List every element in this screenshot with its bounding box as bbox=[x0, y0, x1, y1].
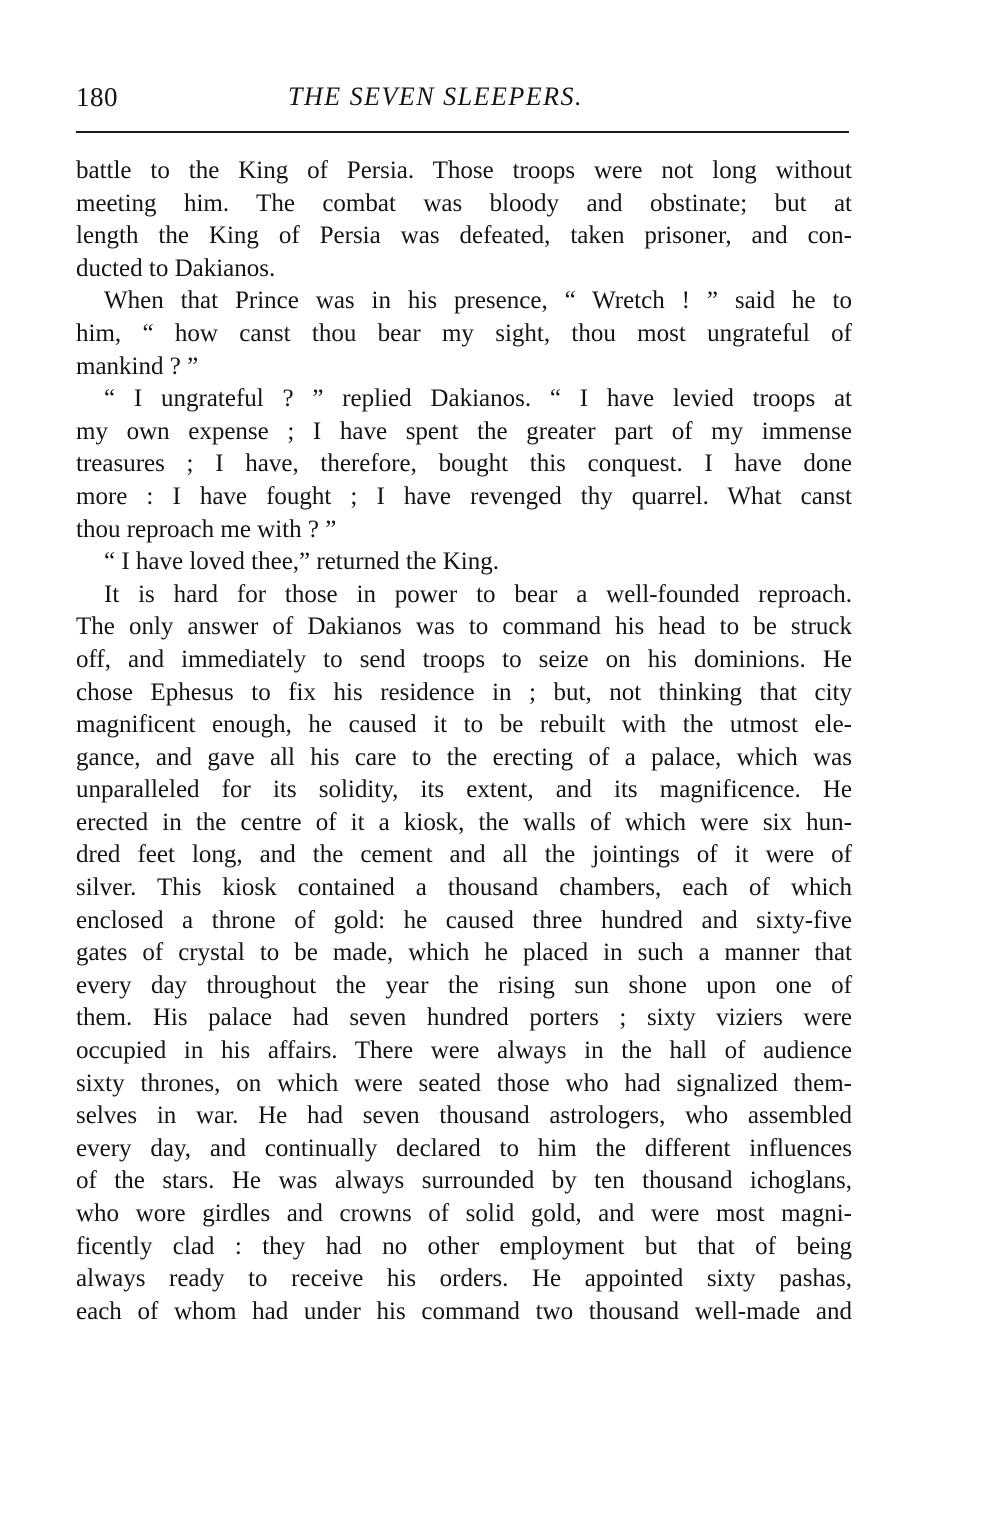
text-line: chose Ephesus to fix his residence in ; but, not thinking that city bbox=[76, 678, 852, 706]
text-line: him, “ how canst thou bear my sight, thou most ungrateful of bbox=[76, 319, 852, 347]
text-line: magnificent enough, he caused it to be rebuilt with the utmost ele- bbox=[76, 711, 852, 739]
text-line: every day throughout the year the rising sun shone upon one of bbox=[76, 971, 852, 999]
text-line: occupied in his affairs. There were always in the hall of audience bbox=[76, 1037, 852, 1065]
text-line: each of whom had under his command two thousand well-made and bbox=[76, 1297, 852, 1325]
text-line: battle to the King of Persia. Those troops were not long without bbox=[76, 157, 852, 184]
text-line: enclosed a throne of gold: he caused three hundred and sixty-five bbox=[76, 906, 852, 934]
text-line: gates of crystal to be made, which he placed in such a manner that bbox=[76, 939, 852, 967]
text-line: treasures ; I have, therefore, bought this conquest. I have done bbox=[76, 450, 852, 478]
text-line: “ I have loved thee,” returned the King. bbox=[104, 548, 499, 576]
text-line: length the King of Persia was defeated, taken prisoner, and con- bbox=[76, 222, 852, 250]
text-line: “ I ungrateful ? ” replied Dakianos. “ I have levied troops at bbox=[104, 385, 852, 413]
text-line: dred feet long, and the cement and all the jointings of it were of bbox=[76, 841, 852, 869]
text-line: of the stars. He was always surrounded by ten thousand ichoglans, bbox=[76, 1167, 852, 1195]
text-line: erected in the centre of it a kiosk, the walls of which were six hun- bbox=[76, 808, 852, 836]
body-text bbox=[76, 155, 852, 1328]
page-header bbox=[76, 80, 852, 120]
text-line: every day, and continually declared to him the different influences bbox=[76, 1134, 852, 1162]
text-line: selves in war. He had seven thousand astrologers, who assembled bbox=[76, 1102, 852, 1130]
text-line: When that Prince was in his presence, “ Wretch ! ” said he to bbox=[104, 287, 852, 315]
text-line: always ready to receive his orders. He appointed sixty pashas, bbox=[76, 1265, 852, 1293]
text-line: mankind ? ” bbox=[76, 352, 199, 380]
header-rule bbox=[76, 131, 849, 133]
text-line: off, and immediately to send troops to seize on his dominions. He bbox=[76, 645, 852, 673]
text-line: unparalleled for its solidity, its extent, and its magnificence. He bbox=[76, 776, 852, 804]
text-line: It is hard for those in power to bear a well-founded reproach. bbox=[104, 580, 852, 608]
text-line: silver. This kiosk contained a thousand chambers, each of which bbox=[76, 874, 852, 902]
text-line: my own expense ; I have spent the greater part of my immense bbox=[76, 417, 852, 445]
page-number: 180 bbox=[76, 82, 118, 112]
text-line: sixty thrones, on which were seated those who had signalized them- bbox=[76, 1069, 852, 1097]
text-line: who wore girdles and crowns of solid gold, and were most magni- bbox=[76, 1200, 852, 1227]
text-line: ducted to Dakianos. bbox=[76, 254, 276, 282]
text-line: thou reproach me with ? ” bbox=[76, 515, 337, 543]
text-line: gance, and gave all his care to the erecting of a palace, which was bbox=[76, 743, 852, 771]
running-title: THE SEVEN SLEEPERS. bbox=[288, 82, 583, 111]
text-line: ficently clad : they had no other employment but that of being bbox=[76, 1232, 852, 1260]
text-line: The only answer of Dakianos was to command his head to be struck bbox=[76, 613, 852, 641]
text-line: them. His palace had seven hundred porters ; sixty viziers were bbox=[76, 1004, 852, 1032]
text-line: meeting him. The combat was bloody and obstinate; but at bbox=[76, 189, 852, 217]
text-line: more : I have fought ; I have revenged thy quarrel. What canst bbox=[76, 482, 852, 510]
